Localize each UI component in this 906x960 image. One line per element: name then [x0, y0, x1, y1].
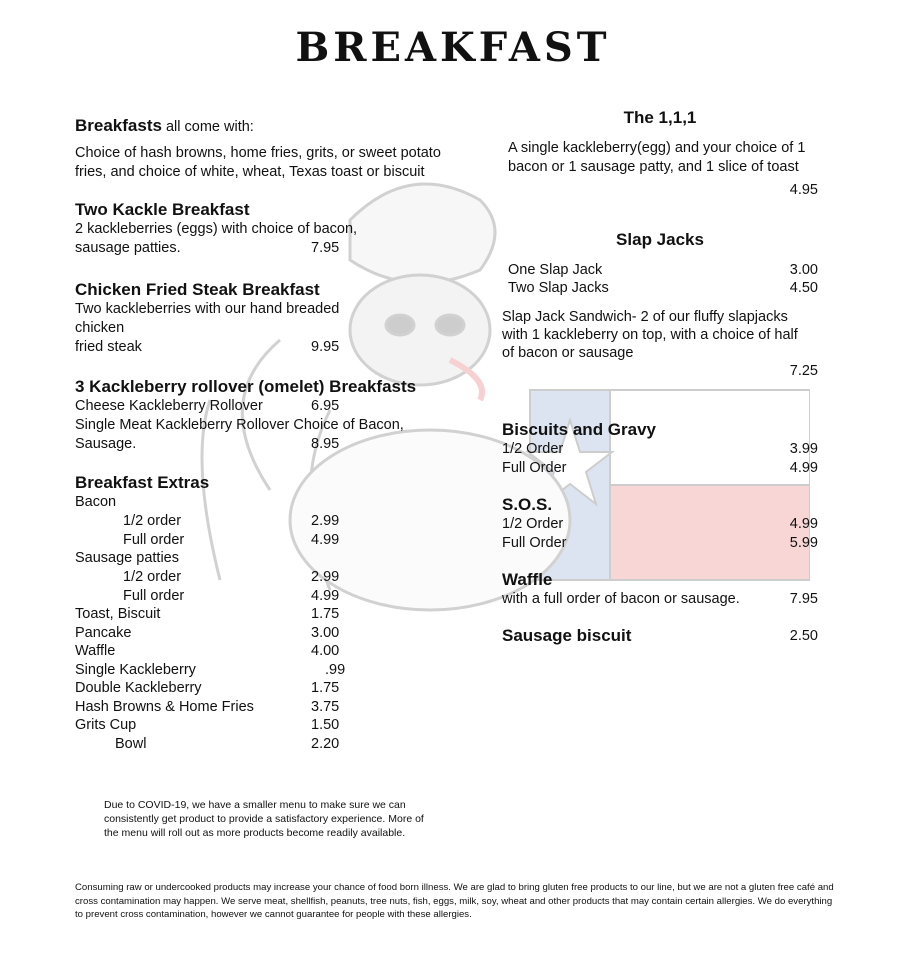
bacon-half: 1/2 order [123, 513, 182, 529]
sos-full-price: 5.99 [789, 534, 818, 551]
extras-item-name: Pancake [75, 624, 132, 641]
bacon-full-price: 4.99 [311, 531, 340, 548]
extras-item-row [75, 624, 375, 643]
cfs-line2: fried steak [75, 338, 142, 355]
extras-item-row [75, 716, 375, 735]
sos-half-price: 4.99 [789, 516, 818, 532]
intro-tail: all come with: [161, 119, 254, 135]
waffle-row [502, 590, 818, 609]
slapjack-sandwich-price: 7.25 [789, 362, 818, 379]
slapjacks-title: Slap Jacks [616, 229, 704, 249]
sausage-full-price: 4.99 [311, 587, 340, 604]
extras-item-name: Hash Browns & Home Fries [75, 698, 254, 715]
one11-price-row [502, 181, 818, 200]
one11-price: 4.95 [789, 182, 818, 198]
rollover-item2-row [75, 435, 375, 454]
intro-text: Choice of hash browns, home fries, grits, or sweet potato fries, and choice of white, wheat, Texas toast or biscuit [75, 145, 441, 180]
cfs-row [75, 338, 375, 357]
sos-full-row [502, 534, 818, 553]
slapjack-sandwich-price-row [502, 362, 818, 381]
bowl-row [75, 735, 375, 754]
bg-full: Full Order [502, 459, 567, 476]
rollover-item1-price: 6.95 [311, 398, 340, 414]
right-column [502, 108, 818, 645]
rollover-item2-line2: Sausage. [75, 435, 137, 452]
extras-item-name: Grits Cup [75, 717, 137, 733]
bacon-full: Full order [123, 531, 185, 548]
extras-item-name: Single Kackleberry [75, 661, 196, 678]
extras-item-price: 3.00 [311, 624, 340, 641]
rollover-title: 3 Kackleberry rollover (omelet) Breakfasts [75, 377, 417, 396]
sausage-biscuit-price: 2.50 [789, 627, 818, 644]
bg-half-row [502, 440, 818, 459]
slapjack-two-price: 4.50 [789, 280, 818, 296]
bowl: Bowl [115, 735, 147, 752]
left-column [75, 116, 441, 753]
two-kackle-line2: sausage patties. [75, 240, 181, 256]
rollover-item1: Cheese Kackleberry Rollover [75, 398, 263, 414]
waffle-title: Waffle [502, 570, 553, 589]
bg-half: 1/2 Order [502, 441, 564, 457]
sausage-full-row [75, 587, 375, 606]
extras-item-price: 4.00 [311, 643, 340, 659]
biscuits-gravy-title: Biscuits and Gravy [502, 420, 657, 439]
extras-sausage: Sausage patties [75, 550, 179, 566]
extras-item-name: Waffle [75, 643, 116, 659]
bg-full-price: 4.99 [789, 459, 818, 476]
extras-item-price: 1.75 [311, 606, 340, 622]
extras-bacon: Bacon [75, 494, 117, 510]
bowl-price: 2.20 [311, 735, 340, 752]
extras-item-price: .99 [325, 661, 346, 678]
cfs-line1: Two kackleberries with our hand breaded chicken [75, 300, 340, 336]
extras-item-name: Double Kackleberry [75, 680, 202, 696]
slapjack-sandwich: Slap Jack Sandwich- 2 of our fluffy slapjacks with 1 kackleberry on top, with a choice of half of bacon or sausage [502, 308, 798, 361]
extras-item-row [75, 698, 375, 717]
two-kackle-row [75, 239, 375, 258]
extras-item-row [75, 642, 375, 661]
sos-half: 1/2 Order [502, 516, 564, 532]
rollover-item2-line1: Single Meat Kackleberry Rollover Choice of Bacon, [75, 416, 404, 433]
sausage-biscuit-title: Sausage biscuit [502, 625, 632, 645]
extras-item-row [75, 605, 375, 624]
sos-half-row [502, 515, 818, 534]
rollover-item1-row [75, 397, 375, 416]
sausage-half: 1/2 order [123, 569, 182, 585]
bacon-half-row [75, 512, 375, 531]
two-kackle-price: 7.95 [311, 240, 340, 256]
rollover-item2-price: 8.95 [311, 435, 340, 452]
extras-item-price: 1.75 [311, 680, 340, 696]
waffle-price: 7.95 [789, 591, 818, 607]
extras-title: Breakfast Extras [75, 473, 210, 492]
sausage-biscuit-row [502, 627, 818, 646]
allergy-disclaimer: Consuming raw or undercooked products may increase your chance of food born illness. We are glad to bring gluten free products to our line, but we are not a gluten free café and cross contamination may happen. We serve meat, shellfish, peanuts, tree nuts, fish, eggs, milk, soy, wheat and other products that may contain certain allergies. We do everything to prevent cross contamination, however we cannot guarantee for people with these allergies. [75, 882, 834, 920]
one11-text: A single kackleberry(egg) and your choice of 1 bacon or 1 sausage patty, and 1 slice of toast [508, 140, 806, 175]
sausage-half-row [75, 568, 375, 587]
slapjack-one: One Slap Jack [508, 261, 603, 278]
sausage-full: Full order [123, 587, 185, 604]
page-title: BREAKFAST [295, 24, 611, 71]
two-kackle-line1: 2 kackleberries (eggs) with choice of bacon, [75, 221, 358, 237]
bg-full-row [502, 459, 818, 478]
intro-head: Breakfasts [75, 116, 162, 135]
slapjack-one-row [502, 261, 818, 280]
waffle-text: with a full order of bacon or sausage. [502, 591, 740, 607]
slapjack-two-row [502, 279, 818, 298]
bacon-half-price: 2.99 [311, 513, 340, 529]
cfs-price: 9.95 [311, 338, 340, 355]
two-kackle-title: Two Kackle Breakfast [75, 200, 250, 219]
bg-half-price: 3.99 [789, 441, 818, 457]
slapjack-one-price: 3.00 [789, 261, 818, 278]
extras-item-name: Toast, Biscuit [75, 606, 161, 622]
slapjack-two: Two Slap Jacks [508, 280, 609, 296]
covid-note: Due to COVID-19, we have a smaller menu to make sure we can consistently get product to provide a satisfactory experience. More of the menu will roll out as more products become readily available. [104, 799, 424, 839]
extras-item-price: 3.75 [311, 698, 340, 715]
sausage-half-price: 2.99 [311, 569, 340, 585]
one11-title: The 1,1,1 [623, 108, 697, 127]
extras-item-row [75, 661, 375, 680]
extras-item-row [75, 679, 375, 698]
sos-full: Full Order [502, 534, 567, 551]
cfs-title: Chicken Fried Steak Breakfast [75, 279, 320, 299]
extras-item-price: 1.50 [311, 717, 340, 733]
sos-title: S.O.S. [502, 495, 553, 514]
bacon-full-row [75, 531, 375, 550]
intro-heading [75, 116, 375, 136]
